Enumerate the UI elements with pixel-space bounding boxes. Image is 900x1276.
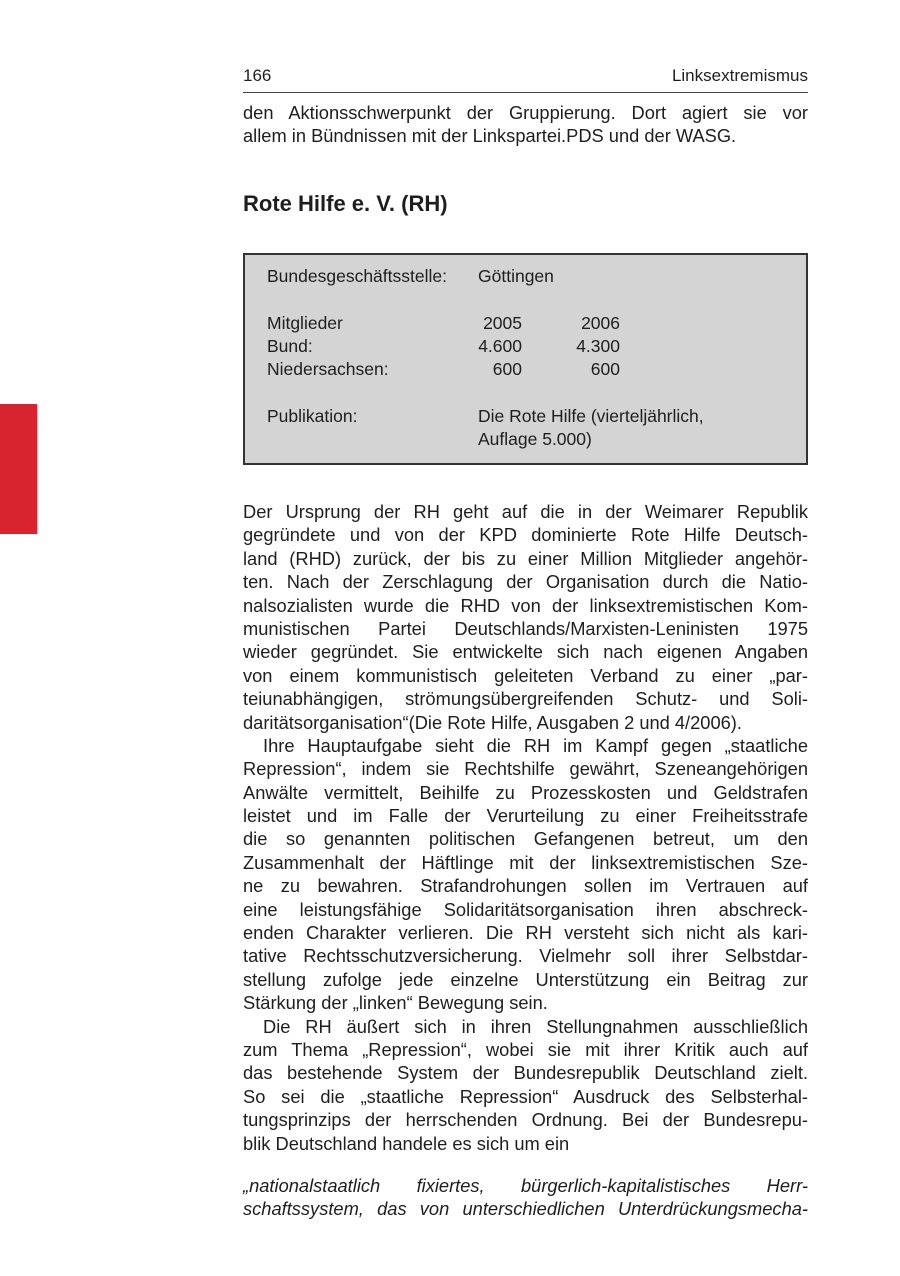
text-line: teiunabhängigen, strömungsübergreifenden Schutz- und Soli- [243, 688, 808, 710]
text-line: blik Deutschland handele es sich um ein [243, 1132, 570, 1154]
text-line: tungsprinzips der herrschenden Ordnung. Bei der Bundesrepu- [243, 1109, 808, 1131]
text-line: tative Rechtsschutzversicherung. Vielmehr soll ihrer Selbstdar- [243, 945, 808, 967]
running-header [243, 66, 808, 93]
text-line: land (RHD) zurück, der bis zu einer Million Mitglieder angehör- [243, 547, 808, 569]
text-line: wieder gegründet. Sie entwickelte sich nach eigenen Angaben [243, 641, 808, 663]
publication-value: Auflage 5.000) [478, 429, 592, 449]
text-line: Der Ursprung der RH geht auf die in der Weimarer Republik [243, 501, 808, 522]
members-label: Mitglieder [267, 313, 343, 333]
row-value: 600 [492, 359, 522, 379]
chapter-marker [0, 404, 37, 534]
section-heading: Rote Hilfe e. V. (RH) [243, 191, 448, 216]
section-title: Linksextremismus [671, 66, 808, 85]
text-line: ne zu bewahren. Strafandrohungen sollen im Vertrauen auf [243, 875, 808, 897]
year-2006: 2006 [581, 313, 620, 333]
text-line: daritätsorganisation“(Die Rote Hilfe, Ausgaben 2 und 4/2006). [243, 711, 742, 733]
row-value: 4.300 [576, 336, 620, 356]
hq-label: Bundesgeschäftsstelle: [267, 266, 447, 286]
text-line: Ihre Hauptaufgabe sieht die RH im Kampf gegen „staatliche [263, 734, 808, 756]
intro-paragraph [243, 101, 808, 148]
text-line: So sei die „staatliche Repression“ Ausdruck des Selbsterhal- [243, 1085, 808, 1107]
text-line: die so genannten politischen Gefangenen betreut, um den [243, 828, 808, 850]
row-label: Bund: [267, 336, 313, 356]
text-line: allem in Bündnissen mit der Linkspartei.PDS und der WASG. [243, 125, 737, 147]
text-line: zum Thema „Repression“, wobei sie mit ihrer Kritik auch auf [243, 1038, 808, 1060]
publication-label: Publikation: [267, 406, 358, 426]
publication-value: Die Rote Hilfe (vierteljährlich, [478, 406, 704, 426]
page-number: 166 [243, 66, 272, 85]
text-line: leistet und im Falle der Verurteilung zu einer Freiheitsstrafe [243, 805, 808, 827]
text-line: das bestehende System der Bundesrepublik Deutschland zielt. [243, 1062, 808, 1084]
text-line: ten. Nach der Zerschlagung der Organisation durch die Natio- [243, 571, 808, 593]
row-label: Niedersachsen: [267, 359, 389, 379]
text-line: Stärkung der „linken“ Bewegung sein. [243, 992, 548, 1014]
text-line: stellung zufolge jede einzelne Unterstützung ein Beitrag zur [243, 968, 808, 990]
text-line: enden Charakter verlieren. Die RH versteht sich nicht als kari- [243, 922, 808, 944]
text-line: von einem kommunistisch geleiteten Verband zu einer „par- [243, 664, 808, 686]
body-text [243, 500, 808, 1155]
row-value: 600 [590, 359, 620, 379]
block-quote [243, 1174, 808, 1221]
info-box [243, 253, 808, 465]
hq-value: Göttingen [478, 266, 554, 286]
text-line: munistischen Partei Deutschlands/Marxisten-Leninisten 1975 [243, 617, 808, 639]
text-line: eine leistungsfähige Solidaritätsorganisation ihren abschreck- [243, 898, 808, 920]
row-value: 4.600 [478, 336, 522, 356]
text-line: Repression“, indem sie Rechtshilfe gewährt, Szeneangehörigen [243, 758, 808, 780]
text-line: Die RH äußert sich in ihren Stellungnahmen ausschließlich [263, 1015, 808, 1037]
text-line: gegründete und von der KPD dominierte Rote Hilfe Deutsch- [243, 524, 808, 546]
text-line: den Aktionsschwerpunkt der Gruppierung. Dort agiert sie vor [243, 102, 808, 123]
year-2005: 2005 [483, 313, 522, 333]
text-line: Zusammenhalt der Häftlinge mit der linksextremistischen Sze- [243, 851, 808, 873]
quote-line: schaftssystem, das von unterschiedlichen Unterdrückungsmecha- [243, 1198, 808, 1220]
text-line: Anwälte vermittelt, Beihilfe zu Prozesskosten und Geldstrafen [243, 781, 808, 803]
quote-line: „nationalstaatlich fixiertes, bürgerlich-kapitalistisches Herr- [243, 1175, 808, 1196]
text-line: nalsozialisten wurde die RHD von der linksextremistischen Kom- [243, 594, 808, 616]
